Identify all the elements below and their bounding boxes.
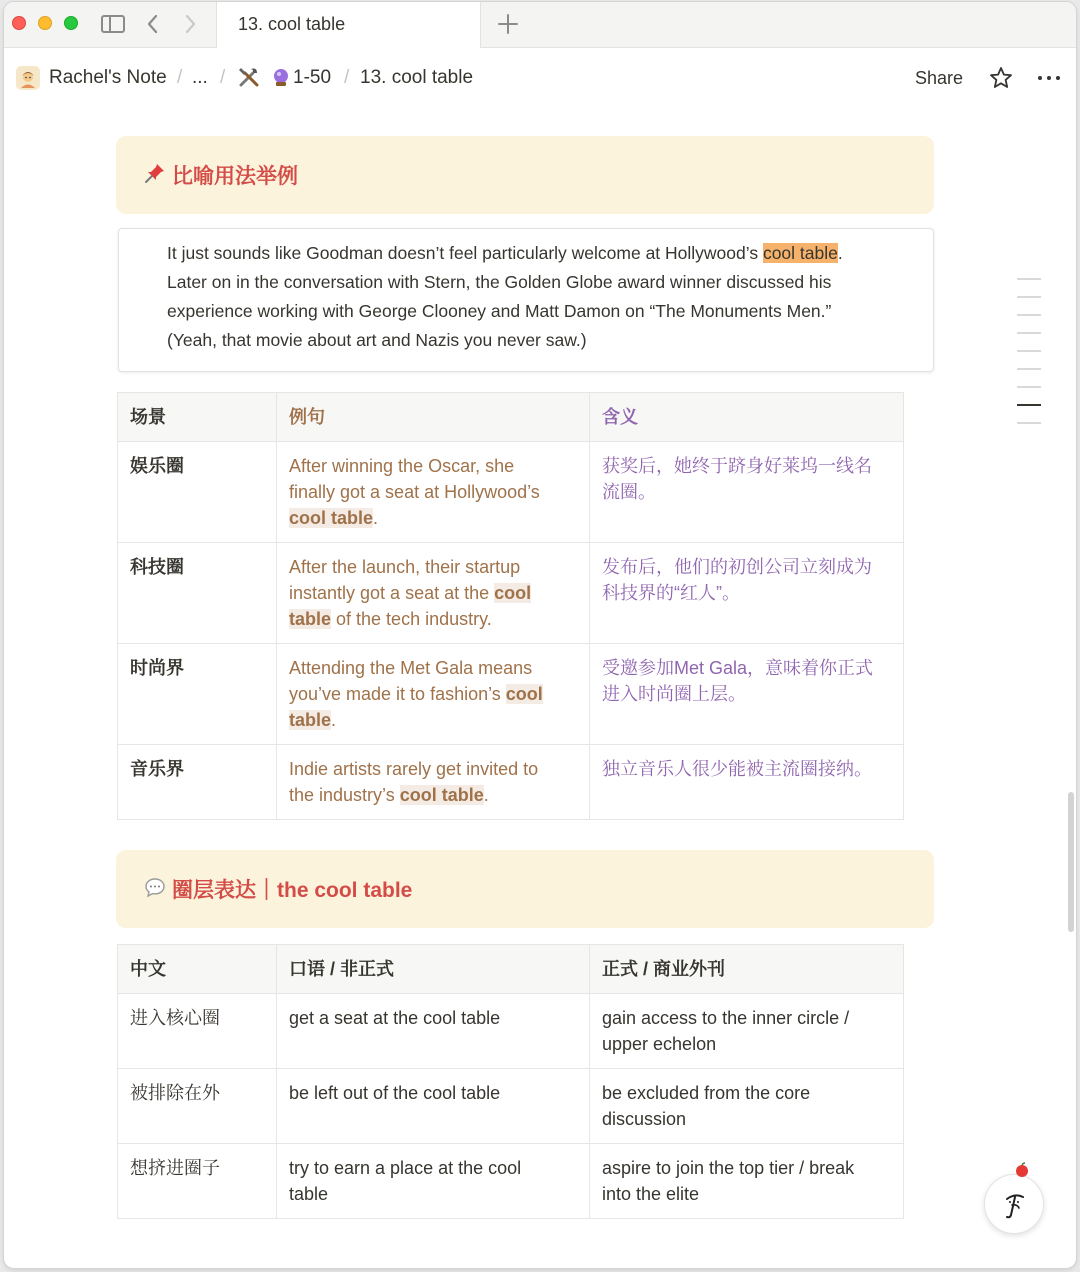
speech-bubble-icon xyxy=(144,876,166,898)
breadcrumb-section[interactable]: 1-50 xyxy=(293,67,332,88)
table-of-contents-minimap[interactable] xyxy=(1017,278,1041,440)
column-header: 口语 / 非正式 xyxy=(277,945,590,994)
sidebar-toggle-icon[interactable] xyxy=(101,15,125,33)
table-row xyxy=(118,644,904,745)
example-text: After winning the Oscar, she xyxy=(289,456,515,476)
share-button[interactable]: Share xyxy=(915,68,964,88)
formal-text: gain access to the inner circle / xyxy=(602,1008,850,1028)
pin-icon xyxy=(144,162,166,184)
toc-marker[interactable] xyxy=(1017,422,1041,424)
minimize-window-button[interactable] xyxy=(38,16,52,30)
table-row xyxy=(118,1144,904,1219)
example-text: the industry’s xyxy=(289,785,400,805)
breadcrumb-separator: / xyxy=(344,67,350,88)
maximize-window-button[interactable] xyxy=(64,16,78,30)
example-text: you’ve made it to fashion’s xyxy=(289,684,506,704)
table-row xyxy=(118,745,904,820)
quote-text: . xyxy=(837,243,843,263)
tools-icon xyxy=(236,64,262,90)
example-text: of the tech industry. xyxy=(331,609,492,629)
table-header-row xyxy=(118,393,904,442)
forward-arrow-icon[interactable] xyxy=(180,12,200,36)
formal-text: be excluded from the core xyxy=(602,1083,811,1103)
example-text: finally got a seat at Hollywood’s xyxy=(289,482,540,502)
example-text: Indie artists rarely get invited to xyxy=(289,759,539,779)
new-tab-icon[interactable] xyxy=(494,10,522,38)
meaning-text: 流圈。 xyxy=(602,482,656,502)
meaning-cell: 独立音乐人很少能被主流圈接纳。 xyxy=(590,745,904,820)
formal-text: upper echelon xyxy=(602,1034,717,1054)
example-cell xyxy=(277,543,590,644)
quote-text: It just sounds like Goodman doesn’t feel particularly welcome at Hollywood’s xyxy=(167,243,763,263)
breadcrumb-separator: / xyxy=(220,67,226,88)
table-row xyxy=(118,442,904,543)
highlighted-phrase: table xyxy=(289,710,332,730)
meaning-text: 受邀参加Met Gala，意味着你正式 xyxy=(602,658,874,678)
crystal-ball-icon xyxy=(271,67,291,87)
highlighted-phrase: cool xyxy=(494,583,532,603)
apple-icon xyxy=(1014,1162,1030,1178)
column-header: 含义 xyxy=(590,393,904,442)
more-options-icon[interactable] xyxy=(1036,65,1062,91)
meaning-text: 发布后，他们的初创公司立刻成为 xyxy=(602,557,872,577)
breadcrumb-current-page[interactable]: 13. cool table xyxy=(360,67,474,88)
example-text: . xyxy=(483,785,489,805)
highlighted-phrase: table xyxy=(289,609,332,629)
quote-line xyxy=(167,243,843,264)
highlighted-phrase: cool xyxy=(505,684,543,704)
example-text: . xyxy=(373,508,379,528)
toc-marker[interactable] xyxy=(1017,278,1041,280)
informal-text: table xyxy=(289,1184,329,1204)
informal-cell: be left out of the cool table xyxy=(277,1069,590,1144)
column-header: 例句 xyxy=(277,393,590,442)
favorite-star-icon[interactable] xyxy=(988,65,1014,91)
vertical-scrollbar[interactable] xyxy=(1068,792,1074,932)
toc-marker[interactable] xyxy=(1017,314,1041,316)
quote-block xyxy=(118,228,934,372)
column-header: 正式 / 商业外刊 xyxy=(590,945,904,994)
formal-text: into the elite xyxy=(602,1184,700,1204)
chinese-cell: 被排除在外 xyxy=(118,1069,277,1144)
column-header: 中文 xyxy=(118,945,277,994)
toc-marker[interactable] xyxy=(1017,296,1041,298)
scene-cell: 时尚界 xyxy=(118,644,277,745)
highlighted-phrase: cool table xyxy=(399,785,484,805)
toc-marker[interactable] xyxy=(1017,332,1041,334)
toc-marker[interactable] xyxy=(1017,350,1041,352)
table-header-row xyxy=(118,945,904,994)
breadcrumb-workspace[interactable]: Rachel's Note xyxy=(49,67,167,88)
meaning-cell xyxy=(590,442,904,543)
breadcrumb-separator: / xyxy=(177,67,183,88)
meaning-cell xyxy=(590,644,904,745)
quote-line: experience working with George Clooney and Matt Damon on “The Monuments Men.” xyxy=(167,301,832,321)
table-row xyxy=(118,543,904,644)
example-text: Attending the Met Gala means xyxy=(289,658,533,678)
formal-cell xyxy=(590,1144,904,1219)
toc-marker[interactable] xyxy=(1017,368,1041,370)
table-row xyxy=(118,994,904,1069)
callout-title: 比喻用法举例 xyxy=(172,165,298,188)
table-row xyxy=(118,1069,904,1144)
example-text: . xyxy=(331,710,337,730)
example-cell xyxy=(277,442,590,543)
close-window-button[interactable] xyxy=(12,16,26,30)
chinese-cell: 进入核心圈 xyxy=(118,994,277,1069)
tab-title: 13. cool table xyxy=(238,14,346,34)
example-cell xyxy=(277,745,590,820)
formal-text: aspire to join the top tier / break xyxy=(602,1158,855,1178)
browser-window xyxy=(4,2,1076,1268)
formal-text: discussion xyxy=(602,1109,687,1129)
quote-line: (Yeah, that movie about art and Nazis you never saw.) xyxy=(167,330,587,350)
toc-marker[interactable] xyxy=(1017,386,1041,388)
callout-metaphor-examples xyxy=(116,136,934,214)
example-text: After the launch, their startup xyxy=(289,557,521,577)
scene-cell: 娱乐圈 xyxy=(118,442,277,543)
page-topbar xyxy=(4,48,1076,108)
workspace-avatar-icon[interactable] xyxy=(16,66,40,90)
highlighted-phrase: cool table xyxy=(762,243,838,263)
example-text: instantly got a seat at the xyxy=(289,583,495,603)
toc-marker-active[interactable] xyxy=(1017,404,1041,406)
tab-active[interactable] xyxy=(216,2,481,48)
expressions-table xyxy=(117,944,904,1219)
informal-text: try to earn a place at the cool xyxy=(289,1158,522,1178)
help-button[interactable] xyxy=(984,1174,1044,1234)
formal-cell xyxy=(590,994,904,1069)
back-arrow-icon[interactable] xyxy=(143,12,163,36)
meaning-text: 进入时尚圈上层。 xyxy=(602,684,746,704)
informal-cell xyxy=(277,1144,590,1219)
examples-table xyxy=(117,392,904,820)
example-cell xyxy=(277,644,590,745)
tab-strip xyxy=(4,2,1076,48)
meaning-text: 科技界的“红人”。 xyxy=(602,583,740,603)
informal-cell: get a seat at the cool table xyxy=(277,994,590,1069)
callout-circle-expressions xyxy=(116,850,934,928)
quote-line: Later on in the conversation with Stern, the Golden Globe award winner discussed his xyxy=(167,272,832,292)
meaning-cell xyxy=(590,543,904,644)
scene-cell: 科技圈 xyxy=(118,543,277,644)
callout-title: 圈层表达｜the cool table xyxy=(172,879,413,902)
highlighted-phrase: cool table xyxy=(289,508,374,528)
meaning-text: 获奖后，她终于跻身好莱坞一线名 xyxy=(602,456,872,476)
scene-cell: 音乐界 xyxy=(118,745,277,820)
chinese-cell: 想挤进圈子 xyxy=(118,1144,277,1219)
breadcrumb-ellipsis[interactable]: ... xyxy=(192,67,208,88)
formal-cell xyxy=(590,1069,904,1144)
column-header: 场景 xyxy=(118,393,277,442)
